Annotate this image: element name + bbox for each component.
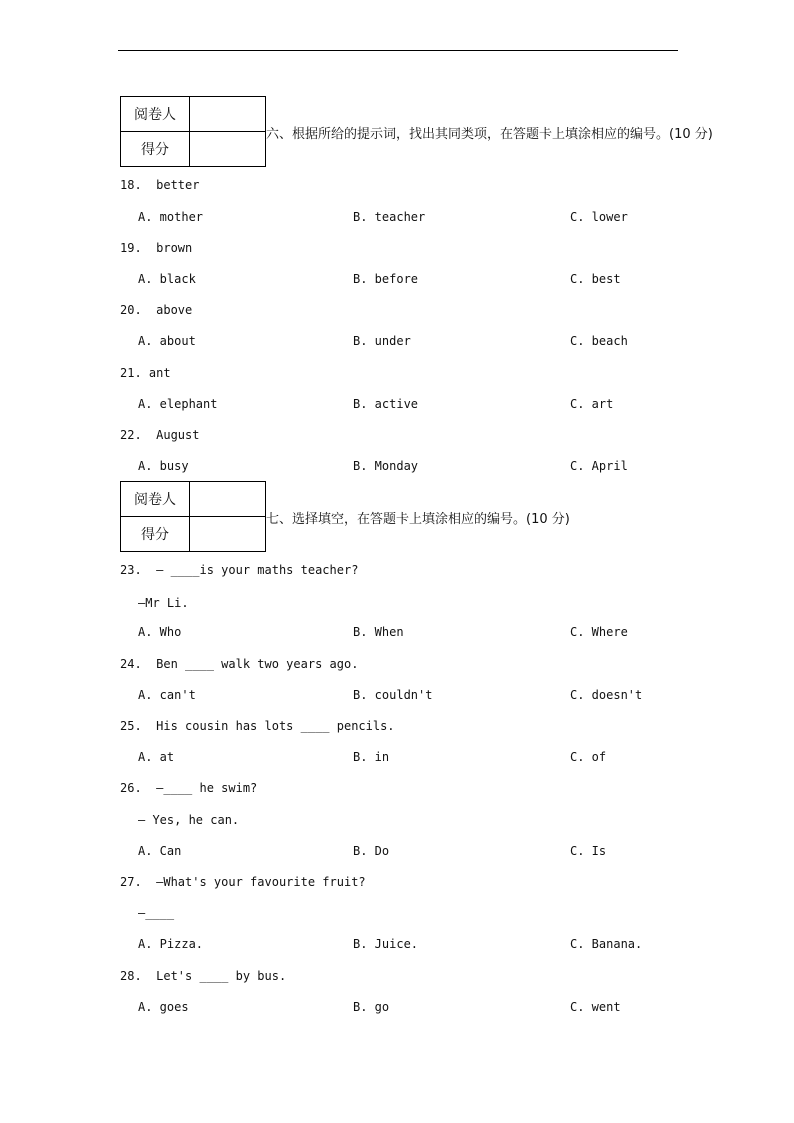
question-19-option-c: C. best — [570, 272, 621, 286]
question-22-stem: 22. August — [120, 428, 200, 442]
question-20-stem: 20. above — [120, 303, 193, 317]
question-21-option-b: B. active — [353, 397, 419, 411]
question-25-option-b: B. in — [353, 750, 390, 764]
question-18-stem: 18. better — [120, 178, 200, 192]
question-28-stem: 28. Let's ____ by bus. — [120, 969, 287, 983]
question-19-option-a: A. black — [138, 272, 196, 286]
question-18-option-c: C. lower — [570, 210, 628, 224]
question-23-answer-line: —Mr Li. — [138, 596, 189, 610]
section-6-title: 六、根据所给的提示词，找出其同类项，在答题卡上填涂相应的编号。(10 分) — [266, 127, 713, 142]
question-21-stem: 21. ant — [120, 366, 171, 380]
question-22-option-a: A. busy — [138, 459, 189, 473]
question-23-stem: 23. — ____is your maths teacher? — [120, 563, 359, 577]
question-26-answer-line: — Yes, he can. — [138, 813, 240, 827]
question-23-option-c: C. Where — [570, 625, 628, 639]
question-25-stem: 25. His cousin has lots ____ pencils. — [120, 719, 395, 733]
question-25-option-c: C. of — [570, 750, 607, 764]
grader-cell — [190, 97, 266, 132]
question-24-stem: 24. Ben ____ walk two years ago. — [120, 657, 359, 671]
grader-label: 阅卷人 — [121, 482, 190, 517]
question-26-option-b: B. Do — [353, 844, 390, 858]
question-23-option-b: B. When — [353, 625, 404, 639]
question-20-option-b: B. under — [353, 334, 411, 348]
question-18-option-b: B. teacher — [353, 210, 426, 224]
question-26-option-c: C. Is — [570, 844, 607, 858]
question-22-option-b: B. Monday — [353, 459, 419, 473]
question-25-option-a: A. at — [138, 750, 175, 764]
question-27-option-b: B. Juice. — [353, 937, 419, 951]
question-27-stem: 27. —What's your favourite fruit? — [120, 875, 366, 889]
question-21-option-a: A. elephant — [138, 397, 218, 411]
question-28-option-b: B. go — [353, 1000, 390, 1014]
question-27-answer-line: —____ — [138, 906, 175, 920]
question-22-option-c: C. April — [570, 459, 628, 473]
header-rule — [118, 50, 678, 51]
question-19-stem: 19. brown — [120, 241, 193, 255]
question-27-option-c: C. Banana. — [570, 937, 643, 951]
question-26-option-a: A. Can — [138, 844, 182, 858]
question-27-option-a: A. Pizza. — [138, 937, 204, 951]
question-24-option-c: C. doesn't — [570, 688, 643, 702]
grader-label: 阅卷人 — [121, 97, 190, 132]
question-24-option-a: A. can't — [138, 688, 196, 702]
score-label: 得分 — [121, 517, 190, 552]
section-7-title: 七、选择填空，在答题卡上填涂相应的编号。(10 分) — [266, 512, 570, 527]
question-18-option-a: A. mother — [138, 210, 204, 224]
question-19-option-b: B. before — [353, 272, 419, 286]
question-21-option-c: C. art — [570, 397, 614, 411]
grader-table-section-6 — [120, 96, 266, 167]
score-cell — [190, 517, 266, 552]
question-20-option-c: C. beach — [570, 334, 628, 348]
grader-table-section-7 — [120, 481, 266, 552]
score-label: 得分 — [121, 132, 190, 167]
question-24-option-b: B. couldn't — [353, 688, 433, 702]
question-23-option-a: A. Who — [138, 625, 182, 639]
question-28-option-c: C. went — [570, 1000, 621, 1014]
question-26-stem: 26. —____ he swim? — [120, 781, 258, 795]
question-28-option-a: A. goes — [138, 1000, 189, 1014]
question-20-option-a: A. about — [138, 334, 196, 348]
grader-cell — [190, 482, 266, 517]
score-cell — [190, 132, 266, 167]
